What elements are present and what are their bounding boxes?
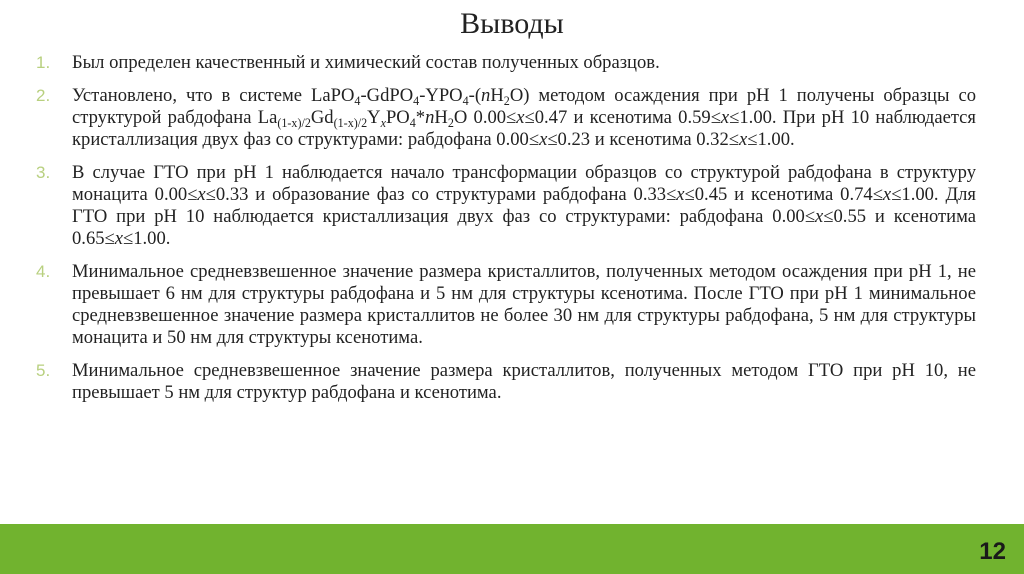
text-run: ≤1.00. — [123, 228, 171, 249]
text-run: ≤1.00. — [747, 129, 795, 150]
text-run: Y — [367, 107, 381, 128]
text-run: ≤0.55 и ксенотима 0.65≤ — [72, 206, 976, 249]
list-item — [36, 52, 976, 74]
text-run: ≤0.23 и ксенотима 0.32≤ — [547, 129, 739, 150]
text-run: O) методом осаждения при pH 1 получены образцы со структурой рабдофана La — [72, 85, 976, 128]
subscript: 4 — [462, 94, 469, 109]
subscript: (1-x)/2 — [277, 116, 311, 131]
list-item — [36, 162, 976, 250]
italic-variable: x — [882, 184, 892, 205]
subscript: 4 — [409, 116, 416, 131]
text-run: ≤0.47 и ксенотима 0.59≤ — [524, 107, 721, 128]
text-run: Установлено, что в системе LaPO — [72, 85, 355, 106]
text-run: -YPO — [419, 85, 463, 106]
italic-variable: x — [676, 184, 685, 205]
text-run: H — [434, 107, 448, 128]
subscript: (1-x)/2 — [333, 116, 368, 131]
italic-variable: x — [739, 129, 748, 150]
italic-variable: n — [481, 85, 491, 106]
list-item — [36, 360, 976, 404]
footer-bar — [0, 524, 1024, 574]
text-run: Gd — [310, 107, 334, 128]
list-item-text — [72, 162, 976, 250]
text-run: -( — [468, 85, 482, 106]
list-item-number: 1. — [36, 53, 51, 72]
italic-variable: n — [425, 107, 435, 128]
italic-variable: x — [815, 206, 824, 227]
list-item-number: 5. — [36, 361, 51, 380]
italic-variable: x — [114, 228, 124, 249]
italic-variable: x — [720, 107, 730, 128]
list-item — [36, 85, 976, 151]
text-run: O 0.00≤ — [453, 107, 517, 128]
text-run: ≤0.33 и образование фаз со структурами рабдофана 0.33≤ — [205, 184, 677, 205]
list-item-number: 3. — [36, 163, 51, 182]
list-item-text: Минимальное средневзвешенное значение размера кристаллитов, полученных методом осаждения при pH 1, не превышает 6 нм для структуры рабдофана и 5 нм для структуры ксенотима. После ГТО при pH 1 минимальное средневзвешенное значение размера кристаллитов не более 30 нм для структуры рабдофана, 5 нм для структуры монацита и 50 нм для структуры ксенотима. — [72, 261, 976, 348]
list-item-text: Минимальное средневзвешенное значение размера кристаллитов, полученных методом ГТО при pH 10, не превышает 5 нм для структур рабдофана и ксенотима. — [72, 360, 976, 403]
list-item-number: 4. — [36, 262, 51, 281]
slide-title: Выводы — [460, 7, 564, 40]
list-item — [36, 261, 976, 349]
text-run: * — [415, 107, 426, 128]
italic-variable: x — [197, 184, 206, 205]
text-run: PO — [385, 107, 410, 128]
italic-variable: x — [516, 107, 525, 128]
text-run: ≤0.45 и ксенотима 0.74≤ — [684, 184, 883, 205]
text-run: -GdPO — [360, 85, 414, 106]
list-item-text: Был определен качественный и химический состав полученных образцов. — [72, 52, 660, 73]
text-run: В случае ГТО при pH 1 наблюдается начало трансформации образцов со структурой рабдофана в структуру монацита 0.00≤ — [72, 162, 976, 205]
subscript: 2 — [447, 116, 454, 131]
subscript: 2 — [503, 94, 510, 109]
subscript: 4 — [354, 94, 361, 109]
text-run: ≤1.00. Для ГТО при pH 10 наблюдается кристаллизация двух фаз со структурами: рабдофана 0.00≤ — [72, 184, 976, 227]
list-item-number: 2. — [36, 86, 51, 105]
subscript: 4 — [413, 94, 420, 109]
conclusions-list — [36, 52, 976, 415]
list-item-text — [72, 85, 976, 151]
page-number: 12 — [979, 538, 1006, 565]
italic-variable: x — [539, 129, 548, 150]
italic-variable: x — [380, 116, 386, 131]
text-run: H — [490, 85, 504, 106]
text-run: ≤1.00. При pH 10 наблюдается кристаллизация двух фаз со структурами: рабдофана 0.00≤ — [72, 107, 976, 150]
